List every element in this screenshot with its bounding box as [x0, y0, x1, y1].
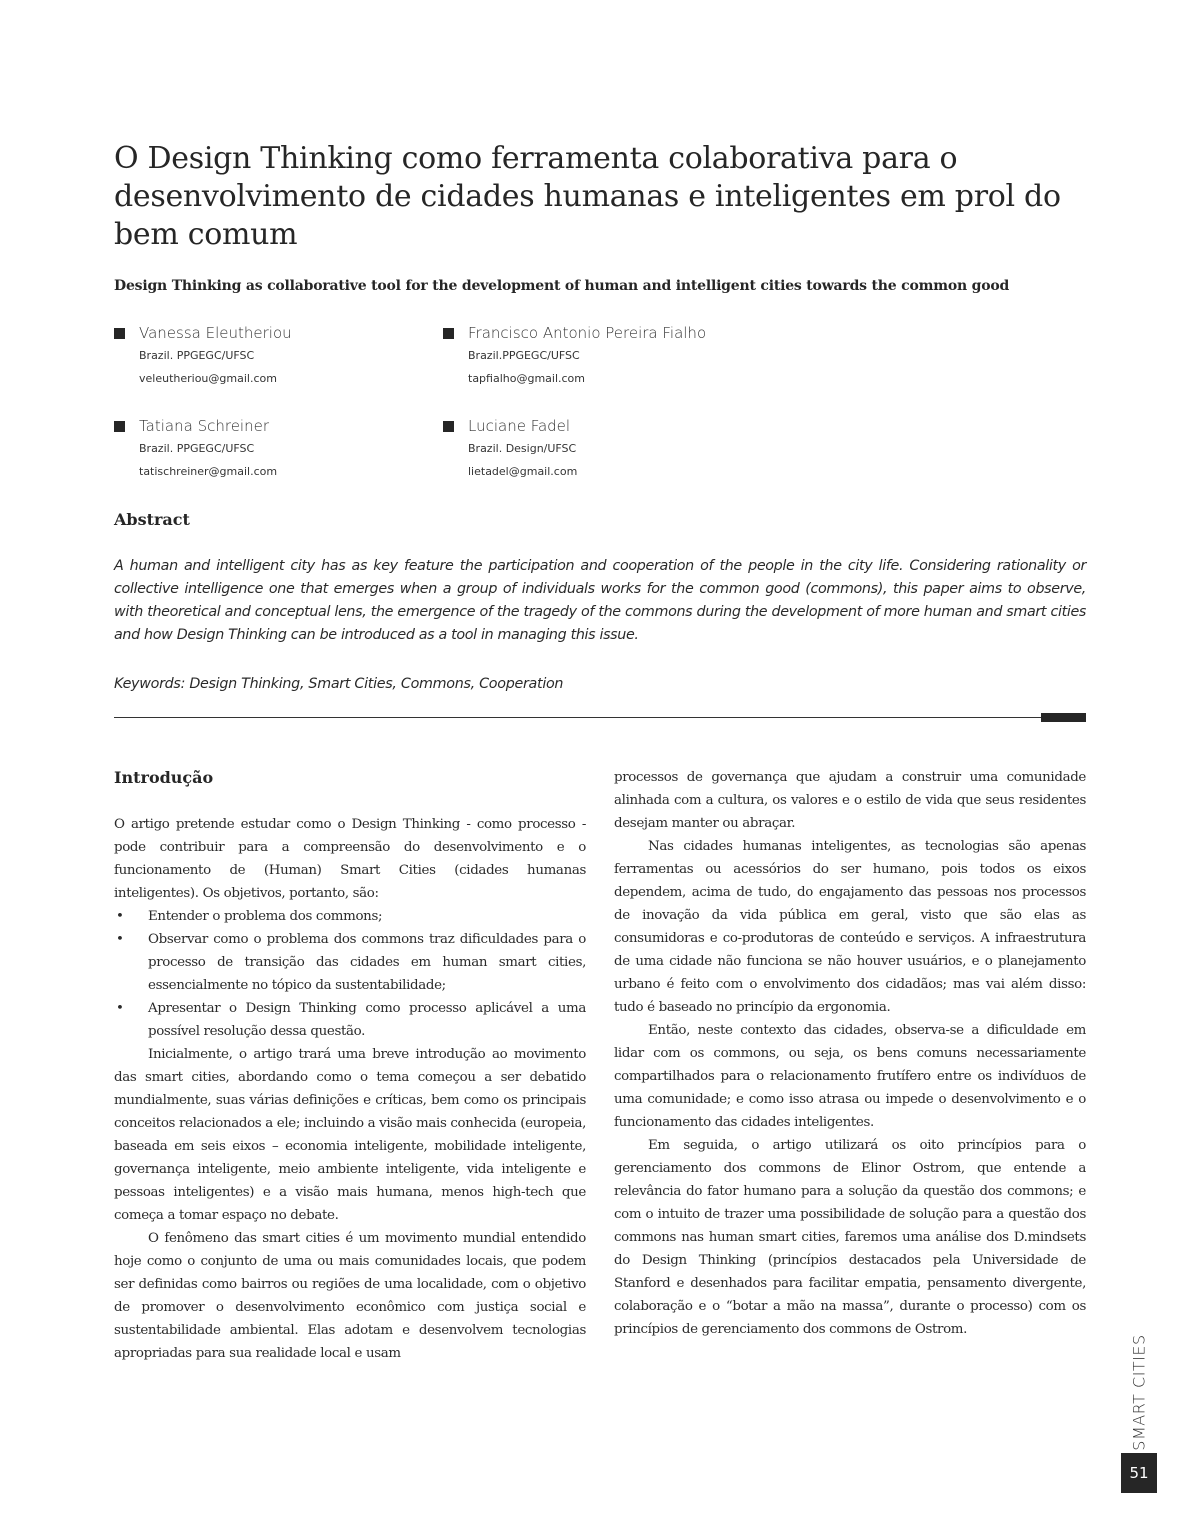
author-email[interactable]: veleutheriou@gmail.com	[139, 372, 277, 385]
keywords: Keywords: Design Thinking, Smart Cities, Commons, Cooperation	[114, 676, 564, 692]
author-affiliation: Brazil. PPGEGC/UFSC	[139, 442, 255, 455]
author-affiliation: Brazil. Design/UFSC	[468, 442, 577, 455]
body-paragraph: processos de governança que ajudam a construir uma comunidade alinhada com a cultura, os valores e o estilo de vida que seus residentes desejam manter ou abraçar.	[614, 770, 1086, 831]
list-item: • Entender o problema dos commons;	[114, 905, 586, 928]
bullet-icon: •	[116, 932, 124, 947]
author-email[interactable]: tapfialho@gmail.com	[468, 372, 586, 385]
page-number: 51	[1121, 1453, 1157, 1493]
objectives-list	[114, 905, 586, 1043]
list-item: • Apresentar o Design Thinking como processo aplicável a uma possível resolução dessa questão.	[114, 997, 586, 1043]
author-bullet-icon	[114, 328, 125, 339]
section-heading: Introdução	[114, 768, 214, 787]
author-bullet-icon	[114, 421, 125, 432]
abstract-text: A human and intelligent city has as key feature the participation and cooperation of the people in the city life. Considering rationality or collective intelligence one that emerges when a group of individuals works for the common good (commons), this paper aims to observe, with theoretical and conceptual lens, the emergence of the tragedy of the commons during the development of more human and smart cities and how Design Thinking can be introduced as a tool in managing this issue.	[114, 558, 1086, 643]
section-label: SMART CITIES	[1129, 1333, 1149, 1451]
author-affiliation: Brazil.PPGEGC/UFSC	[468, 349, 580, 362]
author-affiliation: Brazil. PPGEGC/UFSC	[139, 349, 255, 362]
bullet-icon: •	[116, 909, 124, 924]
paper-title: O Design Thinking como ferramenta colaborativa para o desenvolvimento de cidades humanas e inteligentes em prol do bem comum	[114, 141, 1061, 252]
body-paragraph: O fenômeno das smart cities é um movimento mundial entendido hoje como o conjunto de uma ou mais comunidades locais, que podem ser definidas como bairros ou regiões de uma localidade, com o objetivo de promover o desenvolvimento econômico com justiça social e sustentabilidade ambiental. Elas adotam e desenvolvem tecnologias apropriadas para sua realidade local e usam	[114, 1231, 586, 1361]
bullet-icon: •	[116, 1001, 124, 1016]
list-item: • Observar como o problema dos commons traz dificuldades para o processo de transição das cidades em human smart cities, essencialmente no tópico da sustentabilidade;	[114, 928, 586, 997]
body-paragraph: Nas cidades humanas inteligentes, as tecnologias são apenas ferramentas ou acessórios do ser humano, pois todos os eixos dependem, acima de tudo, do engajamento das pessoas nos processos de inovação da vida pública em geral, visto que são elas as consumidoras e co-produtoras de conteúdo e serviços. A infraestrutura de uma cidade não funciona se não houver usuários, e o planejamento urbano é feito com o envolvimento dos cidadãos; mas vai além disso: tudo é baseado no princípio da ergonomia.	[614, 839, 1086, 1015]
divider-accent-block	[1041, 713, 1086, 722]
author-name: Luciane Fadel	[468, 417, 571, 435]
body-paragraph: O artigo pretende estudar como o Design Thinking - como processo - pode contribuir para a compreensão do desenvolvimento e o funcionamento de (Human) Smart Cities (cidades humanas inteligentes). Os objetivos, portanto, são:	[114, 817, 586, 901]
section-divider	[114, 717, 1086, 718]
author-name: Francisco Antonio Pereira Fialho	[468, 324, 707, 342]
paper-subtitle: Design Thinking as collaborative tool for the development of human and intelligent cities towards the common good	[114, 278, 1010, 294]
author-email[interactable]: lietadel@gmail.com	[468, 465, 578, 478]
body-paragraph: Em seguida, o artigo utilizará os oito princípios para o gerenciamento dos commons de Elinor Ostrom, que entende a relevância do fator humano para a solução da questão dos commons; e com o intuito de trazer uma possibilidade de solução para a questão dos commons nas human smart cities, faremos uma análise dos D.mindsets do Design Thinking (princípios destacados pela Universidade de Stanford e desenhados para facilitar empatia, pensamento divergente, colaboração e o “botar a mão na massa”, durante o processo) com os princípios de gerenciamento dos commons de Ostrom.	[614, 1138, 1086, 1337]
abstract-heading: Abstract	[114, 510, 190, 529]
body-column-right	[614, 766, 1086, 1341]
body-paragraph: Inicialmente, o artigo trará uma breve introdução ao movimento das smart cities, abordando como o tema começou a ser debatido mundialmente, suas várias definições e críticas, bem como os principais conceitos relacionados a ele; incluindo a visão mais conhecida (europeia, baseada em seis eixos – economia inteligente, mobilidade inteligente, governança inteligente, meio ambiente inteligente, vida inteligente e pessoas inteligentes) e a visão mais humana, menos high-tech que começa a tomar espaço no debate.	[114, 1047, 586, 1223]
author-name: Vanessa Eleutheriou	[139, 324, 292, 342]
body-column-left	[114, 766, 586, 1365]
author-bullet-icon	[443, 421, 454, 432]
body-paragraph: Então, neste contexto das cidades, observa-se a dificuldade em lidar com os commons, ou seja, os bens comuns necessariamente compartilhados para o relacionamento frutífero entre os indivíduos de uma comunidade; e como isso atrasa ou impede o desenvolvimento e o funcionamento das cidades inteligentes.	[614, 1023, 1086, 1130]
author-bullet-icon	[443, 328, 454, 339]
author-name: Tatiana Schreiner	[139, 417, 269, 435]
author-email[interactable]: tatischreiner@gmail.com	[139, 465, 278, 478]
